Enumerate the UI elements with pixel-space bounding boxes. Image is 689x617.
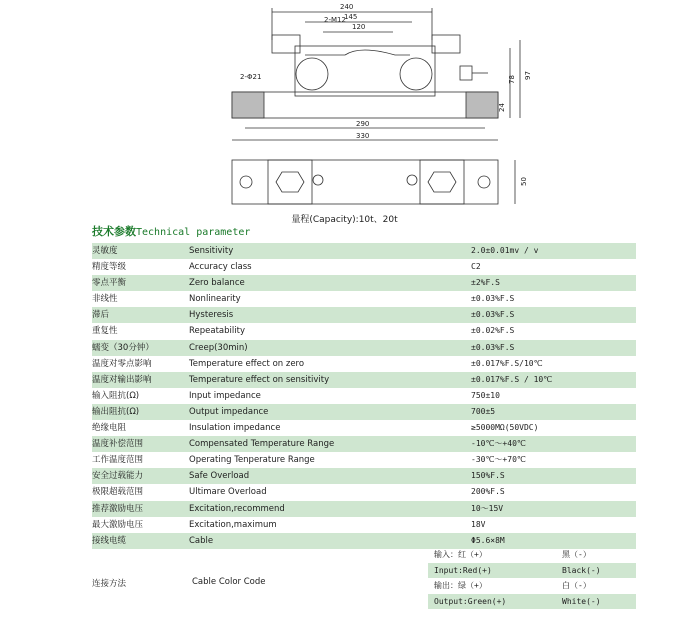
cable-line: 输入：红（+） 黑（-） bbox=[434, 550, 591, 559]
param-en: Temperature effect on zero bbox=[189, 358, 305, 369]
param-cn: 重复性 bbox=[92, 326, 118, 337]
param-en: Safe Overload bbox=[189, 471, 250, 482]
dim-24: 24 bbox=[498, 103, 506, 112]
cable-color-en: Cable Color Code bbox=[192, 577, 266, 587]
param-value: 2.0±0.01mv / v bbox=[471, 246, 539, 255]
section-title-cn: 技术参数 bbox=[92, 225, 136, 238]
param-value: ±0.03%F.S bbox=[471, 294, 515, 304]
param-row bbox=[92, 340, 636, 356]
param-row bbox=[92, 517, 636, 533]
param-cn: 精度等级 bbox=[92, 262, 127, 273]
cable-line: 输出：绿（+） 白（-） bbox=[434, 581, 591, 590]
param-en: Input impedance bbox=[189, 390, 261, 401]
cable-color-code bbox=[92, 547, 636, 609]
param-cn: 滞后 bbox=[92, 310, 110, 321]
param-cn: 工作温度范围 bbox=[92, 455, 144, 466]
param-value: ≥5000MΩ(50VDC) bbox=[471, 423, 539, 433]
capacity-label: 量程(Capacity):10t、20t bbox=[291, 215, 398, 225]
param-cn: 安全过载能力 bbox=[92, 471, 144, 482]
param-value: C2 bbox=[471, 262, 481, 272]
param-en: Excitation,recommend bbox=[189, 503, 285, 514]
parameter-table bbox=[92, 243, 636, 549]
cable-line: Input:Red(+) Black(-) bbox=[428, 563, 636, 579]
param-en: Sensitivity bbox=[189, 246, 234, 256]
param-en: Creep(30min) bbox=[189, 342, 248, 353]
param-value: ±0.02%F.S bbox=[471, 326, 515, 336]
param-en: Accuracy class bbox=[189, 262, 252, 273]
param-cn: 输入阻抗(Ω) bbox=[92, 390, 140, 401]
param-row bbox=[92, 420, 636, 436]
param-row bbox=[92, 259, 636, 275]
param-row bbox=[92, 307, 636, 323]
param-cn: 输出阻抗(Ω) bbox=[92, 406, 140, 417]
param-value: 750±10 bbox=[471, 390, 500, 400]
cable-color-cn: 连接方法 bbox=[92, 579, 127, 589]
dim-50: 50 bbox=[520, 177, 528, 186]
dim-97: 97 bbox=[524, 71, 532, 80]
param-en: Zero balance bbox=[189, 278, 245, 289]
param-en: Nonlinearity bbox=[189, 294, 241, 305]
label-m12: 2-M12 bbox=[324, 16, 346, 24]
param-value: ±0.03%F.S bbox=[471, 342, 515, 352]
dim-120: 120 bbox=[352, 23, 366, 31]
cable-line: Output:Green(+) White(-) bbox=[428, 594, 636, 610]
param-value: ±0.017%F.S/10℃ bbox=[471, 358, 543, 368]
param-value: -30℃～+70℃ bbox=[471, 455, 526, 465]
param-cn: 零点平衡 bbox=[92, 278, 127, 289]
param-cn: 温度对零点影响 bbox=[92, 358, 152, 369]
param-en: Repeatability bbox=[189, 326, 245, 337]
dim-330: 330 bbox=[356, 132, 370, 140]
dim-290: 290 bbox=[356, 120, 370, 128]
param-en: Operating Tenperature Range bbox=[189, 455, 315, 466]
param-row bbox=[92, 436, 636, 452]
param-cn: 绝缘电阻 bbox=[92, 423, 127, 434]
param-en: Hysteresis bbox=[189, 310, 234, 321]
param-row bbox=[92, 468, 636, 484]
param-row bbox=[92, 404, 636, 420]
param-cn: 蠕变（30分钟） bbox=[92, 342, 154, 353]
param-row bbox=[92, 372, 636, 388]
param-value: -10℃～+40℃ bbox=[471, 439, 526, 449]
param-en: Temperature effect on sensitivity bbox=[189, 374, 330, 385]
param-row bbox=[92, 356, 636, 372]
param-value: ±0.03%F.S bbox=[471, 310, 515, 320]
load-cell-drawing bbox=[0, 0, 689, 215]
param-cn: 推荐激励电压 bbox=[92, 503, 144, 514]
param-en: Output impedance bbox=[189, 406, 269, 417]
param-value: ±2%F.S bbox=[471, 278, 500, 288]
dim-240: 240 bbox=[340, 3, 354, 11]
param-cn: 温度补偿范围 bbox=[92, 439, 144, 450]
param-row bbox=[92, 484, 636, 500]
param-value: ±0.017%F.S / 10℃ bbox=[471, 374, 553, 384]
section-title-en: Technical parameter bbox=[136, 227, 251, 238]
section-title bbox=[92, 223, 250, 239]
param-cn: 极限超载范围 bbox=[92, 487, 144, 498]
param-row bbox=[92, 323, 636, 339]
param-row bbox=[92, 243, 636, 259]
param-en: Insulation impedance bbox=[189, 423, 281, 434]
param-en: Excitation,maximum bbox=[189, 519, 277, 530]
param-cn: 温度对输出影响 bbox=[92, 374, 152, 385]
param-cn: 最大激励电压 bbox=[92, 519, 144, 530]
param-row bbox=[92, 291, 636, 307]
param-value: 200%F.S bbox=[471, 487, 505, 497]
param-cn: 接线电缆 bbox=[92, 535, 127, 546]
param-row bbox=[92, 388, 636, 404]
dim-78: 78 bbox=[508, 75, 516, 84]
param-en: Ultimare Overload bbox=[189, 487, 267, 498]
param-value: 10～15V bbox=[471, 503, 504, 513]
param-cn: 非线性 bbox=[92, 294, 118, 305]
param-row bbox=[92, 275, 636, 291]
param-row bbox=[92, 501, 636, 517]
dim-145: 145 bbox=[344, 13, 358, 21]
param-row bbox=[92, 452, 636, 468]
param-cn: 灵敏度 bbox=[92, 246, 118, 256]
param-en: Cable bbox=[189, 535, 214, 546]
param-en: Compensated Temperature Range bbox=[189, 439, 335, 450]
param-value: 150%F.S bbox=[471, 471, 505, 481]
param-value: Φ5.6×8M bbox=[471, 535, 505, 545]
param-value: 700±5 bbox=[471, 406, 496, 416]
param-value: 18V bbox=[471, 519, 486, 529]
label-phi21: 2-Φ21 bbox=[240, 73, 262, 81]
